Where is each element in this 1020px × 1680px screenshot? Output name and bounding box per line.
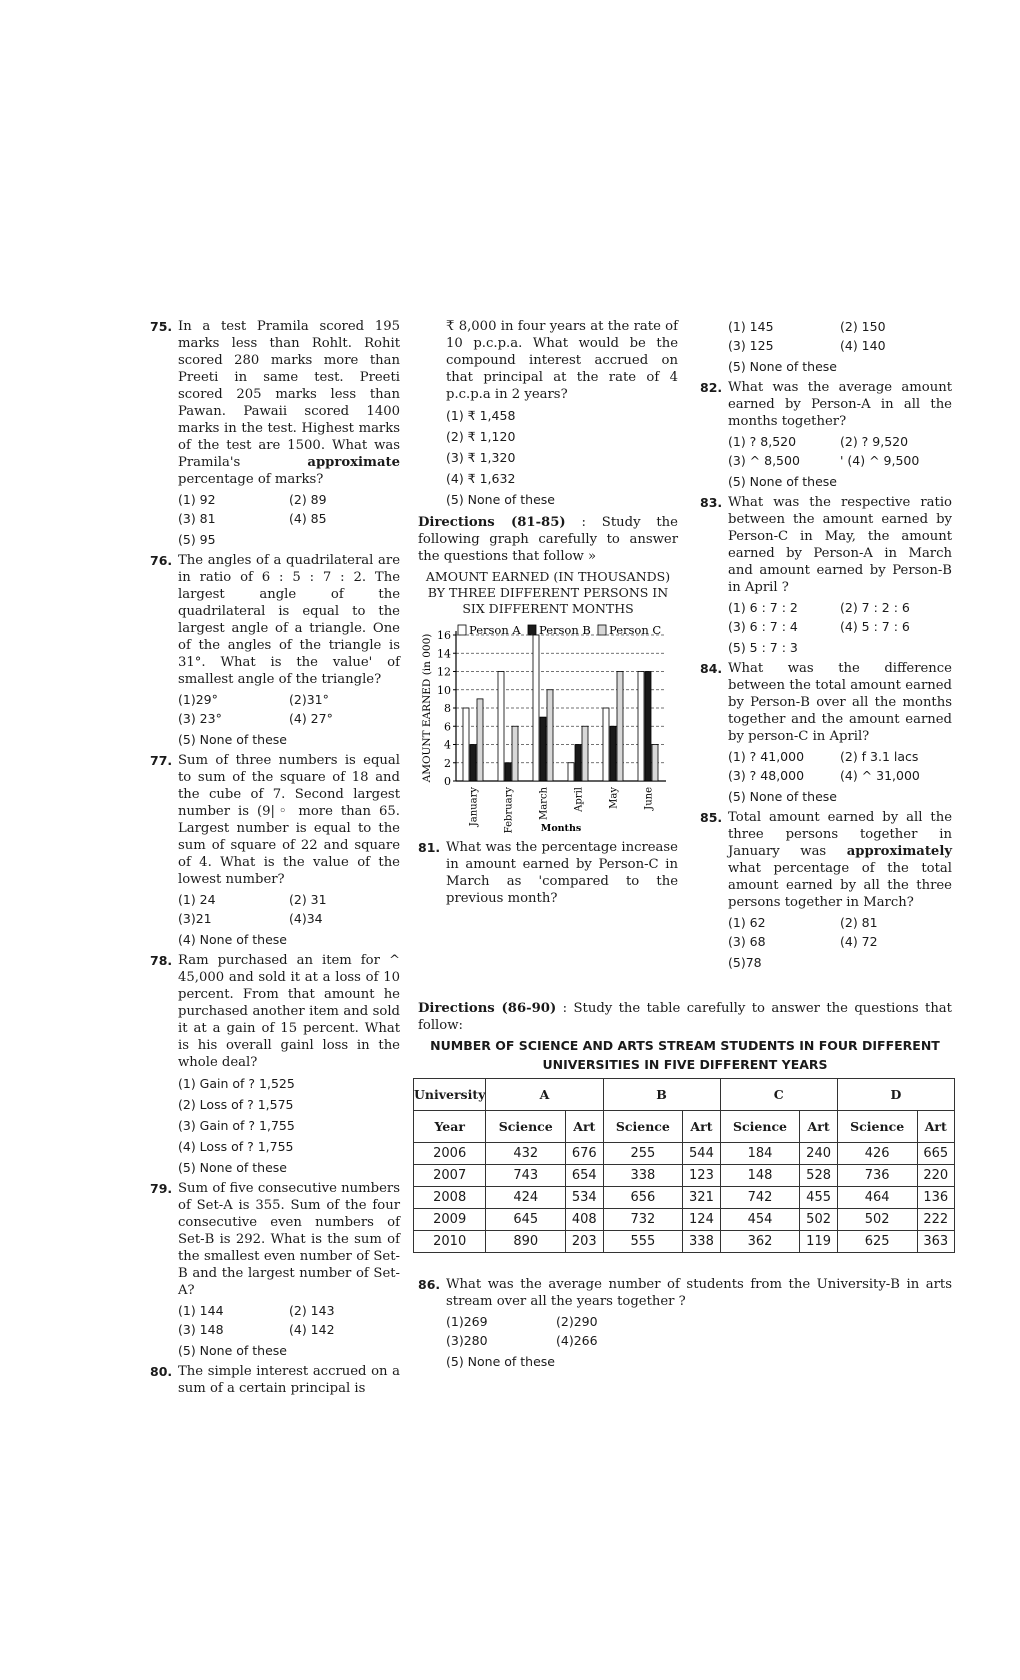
question-82: 82. What was the average amount earned by Person-A in all the months together? [700, 380, 952, 429]
legend-label: Person A [469, 623, 521, 637]
table-cell: 455 [800, 1187, 837, 1209]
option[interactable]: (5) None of these [446, 492, 556, 507]
table-subheader-row [414, 1111, 955, 1143]
table-cell: 184 [720, 1143, 800, 1165]
bar-person-c [582, 726, 588, 781]
table-cell: 432 [486, 1143, 566, 1165]
bar-person-a [568, 763, 574, 781]
table-cell: 255 [603, 1143, 683, 1165]
question-78: 78. Ram purchased an item for ^ 45,000 and sold it at a loss of 10 percent. From that amount he purchased another item and sold it at a gain of 15 percent. What is his overall gainl loss in the whole deal? [150, 953, 400, 1070]
table-cell: 363 [917, 1231, 954, 1253]
table-cell: 426 [837, 1143, 917, 1165]
y-tick-label: 0 [444, 775, 451, 788]
question-75: 75. In a test Pramila scored 195 marks less than Rohlt. Rohit scored 280 marks more than Preeti in same test. Preeti scored 205 marks less than Pawan. Pawaii scored 1400 marks in the test. Highest marks of the test are 1500. What was Pramila's approximate percentage of marks? [150, 319, 400, 487]
column-right [700, 318, 952, 975]
options-79 [150, 1302, 400, 1338]
option[interactable]: (2) 89 [289, 492, 327, 507]
header-university-d: D [837, 1079, 954, 1111]
table-cell: 736 [837, 1165, 917, 1187]
table-header-row [414, 1079, 955, 1111]
option[interactable]: (3) 6 : 7 : 4 [728, 619, 798, 634]
y-tick-label: 12 [437, 665, 451, 679]
header-university-b: B [603, 1079, 720, 1111]
question-number: 82. [700, 380, 723, 395]
table-cell: 454 [720, 1209, 800, 1231]
table-row [414, 1231, 955, 1253]
option[interactable]: (4) None of these [178, 932, 288, 947]
option[interactable]: (1) 144 [178, 1303, 224, 1318]
bar-person-b [540, 717, 546, 781]
option[interactable]: (3) ₹ 1,320 [446, 450, 516, 465]
bar-person-c [617, 672, 623, 782]
bar-person-a [533, 635, 539, 781]
x-tick-label: March [538, 787, 550, 821]
option[interactable]: (1) ₹ 1,458 [446, 408, 516, 423]
option[interactable]: (5) 5 : 7 : 3 [728, 640, 798, 655]
header-art: Art [800, 1111, 837, 1143]
y-tick-label: 6 [444, 720, 451, 734]
header-science: Science [837, 1111, 917, 1143]
question-number: 80. [150, 1364, 173, 1379]
table-cell: 240 [800, 1143, 837, 1165]
x-tick-label: April [573, 787, 585, 812]
column-middle [418, 318, 678, 910]
table-cell: 502 [837, 1209, 917, 1231]
bar-person-b [575, 745, 581, 782]
y-tick-label: 4 [444, 738, 451, 752]
bar-person-b [645, 672, 651, 782]
option[interactable]: (2)31° [289, 692, 329, 707]
options-83 [700, 599, 952, 635]
option[interactable]: (5) None of these [178, 1160, 288, 1175]
table-cell: 124 [683, 1209, 720, 1231]
y-tick-label: 8 [444, 702, 451, 715]
options-84 [700, 748, 952, 784]
option[interactable]: (4) 5 : 7 : 6 [840, 619, 910, 634]
option[interactable]: (2) 150 [840, 319, 886, 334]
option[interactable]: (5) None of these [178, 732, 288, 747]
table-cell: 890 [486, 1231, 566, 1253]
question-number: 78. [150, 953, 173, 968]
y-axis-label: AMOUNT EARNED (in 000) [421, 633, 433, 783]
option[interactable]: (1) ? 41,000 [728, 749, 805, 764]
options-82 [700, 433, 952, 469]
option[interactable]: (4) 85 [289, 511, 327, 526]
option[interactable]: (5) None of these [178, 1343, 288, 1358]
table-cell: 338 [603, 1165, 683, 1187]
table-row [414, 1209, 955, 1231]
table-row [414, 1187, 955, 1209]
question-80-continued: ₹ 8,000 in four years at the rate of 10 p.c.p.a. What would be the compound interest accrued on that principal at the rate of 4 p.c.p.a in 2 years? [446, 319, 678, 402]
table-cell: 665 [917, 1143, 954, 1165]
bar-person-c [652, 745, 658, 782]
option[interactable]: (4) 72 [840, 934, 878, 949]
table-cell: 743 [486, 1165, 566, 1187]
option[interactable]: (1) 62 [728, 915, 766, 930]
table-cell: 220 [917, 1165, 954, 1187]
year-cell: 2008 [414, 1187, 486, 1209]
legend-swatch [458, 625, 466, 635]
header-university-a: A [486, 1079, 603, 1111]
table-cell: 742 [720, 1187, 800, 1209]
legend-label: Person C [609, 623, 662, 637]
option[interactable]: (2) Loss of ? 1,575 [178, 1097, 294, 1112]
table-cell: 625 [837, 1231, 917, 1253]
option[interactable]: (4) 140 [840, 338, 886, 353]
y-tick-label: 2 [444, 756, 451, 770]
table-cell: 203 [566, 1231, 603, 1253]
table-cell: 656 [603, 1187, 683, 1209]
bar-person-a [638, 672, 644, 782]
chart-axes [453, 631, 666, 781]
option[interactable]: (1) 24 [178, 892, 216, 907]
option[interactable]: (5) None of these [728, 474, 838, 489]
option[interactable]: (2) f 3.1 lacs [840, 749, 919, 764]
table-cell: 502 [800, 1209, 837, 1231]
bar-person-c [547, 690, 553, 781]
x-tick-label: May [608, 787, 620, 809]
legend-swatch [598, 625, 606, 635]
table-cell: 654 [566, 1165, 603, 1187]
table-cell: 676 [566, 1143, 603, 1165]
x-tick-label: January [468, 787, 480, 827]
table-cell: 464 [837, 1187, 917, 1209]
bar-person-c [512, 726, 518, 781]
options-80 [418, 407, 678, 508]
question-number: 84. [700, 661, 723, 676]
bar-person-a [463, 708, 469, 781]
option[interactable]: (2) ₹ 1,120 [446, 429, 516, 444]
table-row [414, 1165, 955, 1187]
x-tick-label: February [503, 787, 515, 834]
option[interactable]: (2)290 [556, 1314, 598, 1329]
option[interactable]: (3) 125 [728, 338, 774, 353]
option[interactable]: ' (4) ^ 9,500 [840, 453, 920, 468]
table-cell: 544 [683, 1143, 720, 1165]
question-number: 76. [150, 553, 173, 568]
option[interactable]: (3) Gain of ? 1,755 [178, 1118, 295, 1133]
header-university: University [414, 1079, 486, 1111]
option[interactable]: (3)21 [178, 911, 212, 926]
options-76 [150, 691, 400, 727]
table-cell: 424 [486, 1187, 566, 1209]
table-cell: 408 [566, 1209, 603, 1231]
table-cell: 148 [720, 1165, 800, 1187]
option[interactable]: (4)34 [289, 911, 323, 926]
bar-person-a [603, 708, 609, 781]
table-cell: 222 [917, 1209, 954, 1231]
table-cell: 362 [720, 1231, 800, 1253]
option[interactable]: (4) 27° [289, 711, 333, 726]
options-85 [700, 914, 952, 950]
question-77: 77. Sum of three numbers is equal to sum of the square of 18 and the cube of 7. Second largest number is (9|◦ more than 65. Largest number is equal to the sum of square of 22 and square of 4. What is the value of the lowest number? [150, 753, 400, 887]
option[interactable]: (4) 142 [289, 1322, 335, 1337]
year-cell: 2007 [414, 1165, 486, 1187]
table-cell: 528 [800, 1165, 837, 1187]
table-cell: 136 [917, 1187, 954, 1209]
y-tick-label: 10 [437, 683, 451, 697]
header-art: Art [566, 1111, 603, 1143]
table-body [414, 1143, 955, 1253]
bar-person-b [470, 745, 476, 782]
header-science: Science [720, 1111, 800, 1143]
question-number: 81. [418, 840, 441, 855]
table-cell: 555 [603, 1231, 683, 1253]
question-79: 79. Sum of five consecutive numbers of Set-A is 355. Sum of the four consecutive even numbers of Set-B is 292. What is the sum of the smallest even number of Set-B and the largest number of Set-A? [150, 1181, 400, 1298]
question-86: 86. What was the average number of students from the University-B in arts stream over all the years together ? (1)269 (2)290 (3)280 (4)266 (5) None of these [418, 1277, 952, 1369]
option[interactable]: (2) 31 [289, 892, 327, 907]
option[interactable]: (4) ^ 31,000 [840, 768, 920, 783]
options-86 [418, 1313, 952, 1349]
bar-person-c [477, 699, 483, 781]
year-cell: 2006 [414, 1143, 486, 1165]
y-tick-label: 14 [437, 647, 451, 661]
option[interactable]: (3) ? 48,000 [728, 768, 805, 783]
question-number: 77. [150, 753, 173, 768]
table-cell: 123 [683, 1165, 720, 1187]
options-78 [150, 1075, 400, 1176]
options-75 [150, 491, 400, 527]
option[interactable]: (1) ? 8,520 [728, 434, 797, 449]
option[interactable]: (5) None of these [728, 789, 838, 804]
option[interactable]: (2) ? 9,520 [840, 434, 909, 449]
option[interactable]: (1) 145 [728, 319, 774, 334]
table-cell: 732 [603, 1209, 683, 1231]
legend-swatch [528, 625, 536, 635]
question-76: 76. The angles of a quadrilateral are in ratio of 6 : 5 : 7 : 2. The largest angle of the quadrilateral is equal to the largest angle of a triangle. One of the angles of the triangle is 31°. What is the value' of smallest angle of the triangle? [150, 553, 400, 687]
directions-81-85: Directions (81-85) : Study the following graph carefully to answer the questions that follow » [418, 515, 678, 564]
option[interactable]: (4) ₹ 1,632 [446, 471, 516, 486]
option[interactable]: (3) 23° [178, 711, 222, 726]
table-cell: 321 [683, 1187, 720, 1209]
option[interactable]: (4)266 [556, 1333, 598, 1348]
options-81 [700, 318, 952, 354]
header-university-c: C [720, 1079, 837, 1111]
option[interactable]: (1)29° [178, 692, 218, 707]
question-number: 85. [700, 810, 723, 825]
option[interactable]: (3) 68 [728, 934, 766, 949]
question-number: 83. [700, 495, 723, 510]
table-cell: 534 [566, 1187, 603, 1209]
option[interactable]: (3) 81 [178, 511, 216, 526]
question-number: 75. [150, 319, 173, 334]
students-table [413, 1078, 955, 1253]
bar-person-a [498, 672, 504, 782]
bar-chart [418, 623, 678, 835]
option[interactable]: (4) Loss of ? 1,755 [178, 1139, 294, 1154]
question-81: 81. What was the percentage increase in amount earned by Person-C in March as 'compared to the previous month? [418, 840, 678, 906]
option[interactable]: (3)280 [446, 1333, 488, 1348]
bar-person-b [610, 726, 616, 781]
x-tick-label: June [643, 787, 655, 810]
option[interactable]: (5)78 [728, 955, 762, 970]
question-number: 79. [150, 1181, 173, 1196]
table-row [414, 1143, 955, 1165]
header-art: Art [917, 1111, 954, 1143]
option[interactable]: (1) Gain of ? 1,525 [178, 1076, 295, 1091]
table-cell: 645 [486, 1209, 566, 1231]
table-cell: 119 [800, 1231, 837, 1253]
option[interactable]: (1)269 [446, 1314, 488, 1329]
header-year: Year [414, 1111, 486, 1143]
option[interactable]: (5) None of these [446, 1354, 556, 1369]
option[interactable]: (2) 143 [289, 1303, 335, 1318]
column-left [150, 318, 400, 1400]
question-number: 86. [418, 1277, 441, 1292]
header-science: Science [603, 1111, 683, 1143]
option[interactable]: (3) ^ 8,500 [728, 453, 800, 468]
options-77 [150, 891, 400, 927]
option[interactable]: (2) 81 [840, 915, 878, 930]
option[interactable]: (3) 148 [178, 1322, 224, 1337]
table-title: NUMBER OF SCIENCE AND ARTS STREAM STUDENTS IN FOUR DIFFERENT UNIVERSITIES IN FIVE DIFFERENT YEARS [430, 1038, 940, 1072]
option[interactable]: (2) 7 : 2 : 6 [840, 600, 910, 615]
option[interactable]: (1) 6 : 7 : 2 [728, 600, 798, 615]
header-science: Science [486, 1111, 566, 1143]
bar-person-b [505, 763, 511, 781]
question-83: 83. What was the respective ratio between the amount earned by Person-C in May, the amount earned by Person-A in March and amount earned by Person-B in April ? [700, 495, 952, 595]
y-tick-label: 16 [437, 629, 451, 642]
question-85: 85. Total amount earned by all the three persons together in January was approximately what percentage of the total amount earned by all the three persons together in March? [700, 810, 952, 910]
directions-86-90: Directions (86-90) : Study the table carefully to answer the questions that follow: [418, 1001, 952, 1033]
option[interactable]: (5) None of these [728, 359, 838, 374]
header-art: Art [683, 1111, 720, 1143]
option[interactable]: (5) 95 [178, 532, 216, 547]
x-axis-label: Months [540, 823, 582, 834]
table-cell: 338 [683, 1231, 720, 1253]
year-cell: 2009 [414, 1209, 486, 1231]
year-cell: 2010 [414, 1231, 486, 1253]
option[interactable]: (1) 92 [178, 492, 216, 507]
question-80: 80. The simple interest accrued on a sum of a certain principal is [150, 1364, 400, 1396]
question-84: 84. What was the difference between the total amount earned by Person-B over all the months together and the amount earned by person-C in April? [700, 661, 952, 744]
chart-title: AMOUNT EARNED (IN THOUSANDS) BY THREE DIFFERENT PERSONS IN SIX DIFFERENT MONTHS [425, 569, 671, 616]
legend-label: Person B [539, 623, 591, 637]
